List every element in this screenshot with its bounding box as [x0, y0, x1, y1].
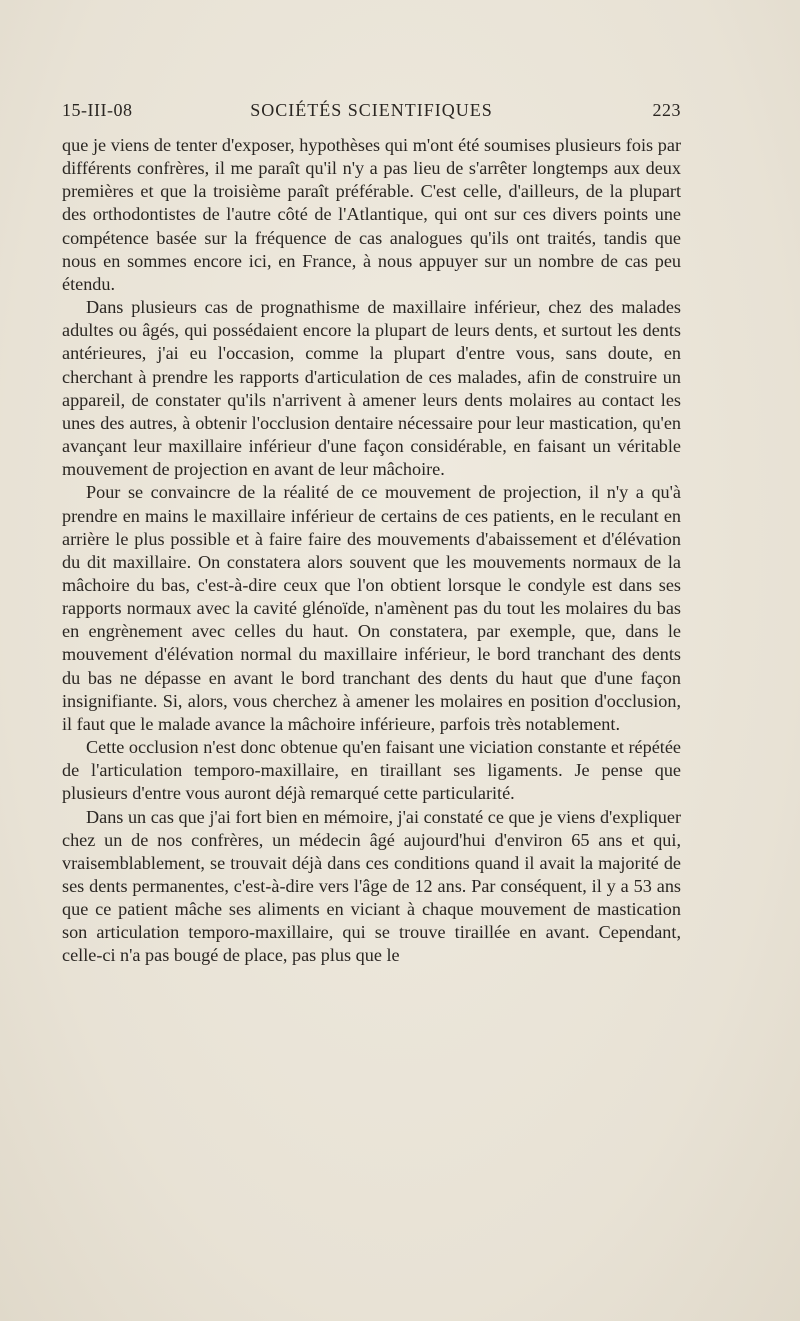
body-text [62, 134, 681, 968]
header-date: 15-III-08 [62, 100, 133, 120]
paragraph-4: Cette occlusion n'est donc obtenue qu'en faisant une viciation constante et répétée de l'articulation temporo-maxillaire, en tiraillant ses ligaments. Je pense que plusieurs d'entre vous auront déjà remarqué cette particularité. [62, 737, 681, 804]
journal-title: SOCIÉTÉS SCIENTIFIQUES [250, 100, 493, 120]
paragraph-1: que je viens de tenter d'exposer, hypothèses qui m'ont été soumises plusieurs fois par différents confrères, il me paraît qu'il n'y a pas lieu de s'arrêter longtemps aux deux premières et que la troisième paraît préférable. C'est celle, d'ailleurs, de la plupart des orthodontistes de l'autre côté de l'Atlantique, qui ont sur ces divers points une compétence basée sur la fréquence de cas analogues qu'ils ont traités, tandis que nous en sommes encore ici, en France, à nous appuyer sur un nombre de cas peu étendu. [62, 135, 681, 294]
running-head [62, 100, 681, 128]
paragraph-5: Dans un cas que j'ai fort bien en mémoire, j'ai constaté ce que je viens d'expliquer chez un de nos confrères, un médecin âgé aujourd'hui d'environ 65 ans et qui, vraisemblablement, se trouvait déjà dans ces conditions quand il avait la majorité de ses dents permanentes, c'est-à-dire vers l'âge de 12 ans. Par conséquent, il y a 53 ans que ce patient mâche ses aliments en viciant à chaque mouvement de mastication son articulation temporo-maxillaire, qui se trouve tiraillée en avant. Cependant, celle-ci n'a pas bougé de place, pas plus que le [62, 806, 681, 966]
paragraph-2: Dans plusieurs cas de prognathisme de maxillaire inférieur, chez des malades adultes ou âgés, qui possédaient encore la plupart de leurs dents, et surtout les dents antérieures, j'ai eu l'occasion, comme la plupart d'entre vous, sans doute, en cherchant à prendre les rapports d'articulation de ces malades, afin de construire un appareil, de constater qu'ils n'arrivent à amener leurs dents molaires au contact les unes des autres, à obtenir l'occlusion dentaire nécessaire pour leur mastication, qu'en avançant leur maxillaire inférieur d'une façon considérable, en faisant un véritable mouvement de projection en avant de leur mâchoire. [62, 297, 681, 480]
paragraph-3: Pour se convaincre de la réalité de ce mouvement de projection, il n'y a qu'à prendre en mains le maxillaire inférieur de certains de ces patients, en le reculant en arrière le plus possible et à faire faire des mouvements d'abaissement et d'élévation du dit maxillaire. On constatera alors souvent que les mouvements normaux de la mâchoire du bas, c'est-à-dire ceux que l'on obtient lorsque le condyle est dans ses rapports normaux avec la cavité glénoïde, n'amènent pas du tout les molaires du bas en engrènement avec celles du haut. On constatera, par exemple, que, dans le mouvement d'élévation normal du maxillaire inférieur, le bord tranchant des dents du bas ne dépasse en avant le bord tranchant des dents du haut que d'une façon insignifiante. Si, alors, vous cherchez à amener les molaires en position d'occlusion, il faut que le malade avance la mâchoire inférieure, parfois très notablement. [62, 482, 681, 734]
page-number: 223 [652, 100, 681, 120]
